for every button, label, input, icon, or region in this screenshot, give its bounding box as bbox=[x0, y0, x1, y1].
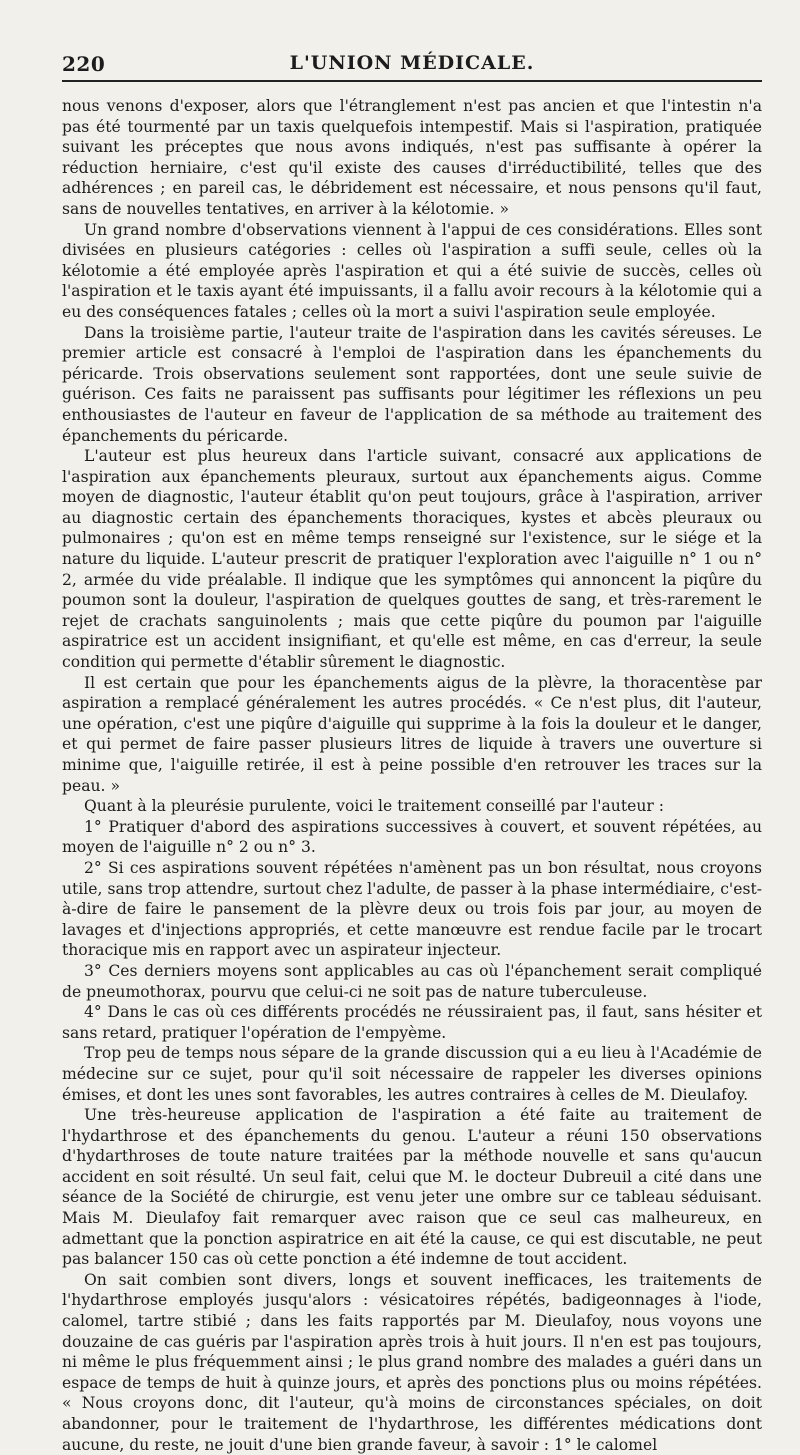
page-header bbox=[62, 50, 762, 82]
list-item: 4° Dans le cas où ces différents procédés ne réussiraient pas, il faut, sans hésiter et sans retard, pratiquer l'opération de l'empyème. bbox=[62, 1003, 762, 1042]
paragraph: Trop peu de temps nous sépare de la grande discussion qui a eu lieu à l'Académie de médecine sur ce sujet, pour qu'il soit nécessaire de rappeler les diverses opinions émises, et dont les unes sont favorables, les autres contraires à celles de M. Dieulafoy. bbox=[62, 1044, 762, 1104]
list-item: 3° Ces derniers moyens sont applicables au cas où l'épanchement serait compliqué de pneumothorax, pourvu que celui-ci ne soit pas de nature tuberculeuse. bbox=[62, 961, 762, 1001]
list-item: 1° Pratiquer d'abord des aspirations successives à couvert, et souvent répétées, au moyen de l'aiguille n° 2 ou n° 3. bbox=[62, 817, 762, 857]
paragraph: Il est certain que pour les épanchements aigus de la plèvre, la thoracentèse par aspiration a remplacé généralement les autres procédés. « Ce n'est plus, dit l'auteur, une opération, c'est une piqûre d'aiguille qui supprime à la fois la douleur et le danger, et qui permet de faire passer plusieurs litres de liquide à travers une ouverture si minime que, l'aiguille retirée, il est à peine possible d'en retrouver les traces sur la peau. » bbox=[62, 673, 762, 795]
paragraph: nous venons d'exposer, alors que l'étranglement n'est pas ancien et que l'intestin n'a pas été tourmenté par un taxis quelquefois intempestif. Mais si l'aspiration, pratiquée suivant les préceptes que nous avons indiqués, n'est pas suffisante à opérer la réduction herniaire, c'est qu'il existe des causes d'irréductibilité, telles que des adhérences ; en pareil cas, le débridement est nécessaire, et nous pensons qu'il faut, sans de nouvelles tentatives, en arriver à la kélotomie. » bbox=[62, 97, 762, 218]
paragraph: Dans la troisième partie, l'auteur traite de l'aspiration dans les cavités séreuses. Le premier article est consacré à l'emploi de l'aspiration dans les épanchements du péricarde. Trois observations seulement sont rapportées, dont une seule suivie de guérison. Ces faits ne paraissent pas suffisants pour légitimer les réflexions un peu enthousiastes de l'auteur en faveur de l'application de sa méthode au traitement des épanchements du péricarde. bbox=[62, 323, 762, 445]
paragraph: On sait combien sont divers, longs et souvent inefficaces, les traitements de l'hydarthrose employés jusqu'alors : vésicatoires répétés, badigeonnages à l'iode, calomel, tartre stibié ; dans les faits rapportés par M. Dieulafoy, nous voyons une douzaine de cas guéris par l'aspiration après trois à huit jours. Il n'en est pas toujours, ni même le plus fréquemment ainsi ; le plus grand nombre des malades a guéri dans un espace de temps de huit à quinze jours, et après des ponctions plus ou moins répétées. « Nous croyons donc, dit l'auteur, qu'à moins de circonstances spéciales, on doit abandonner, pour le traitement de l'hydarthrose, les différentes médications dont aucune, du reste, ne jouit d'une bien grande faveur, à savoir : 1° le calomel bbox=[62, 1270, 762, 1454]
list-item: 2° Si ces aspirations souvent répétées n'amènent pas un bon résultat, nous croyons utile, sans trop attendre, surtout chez l'adulte, de passer à la phase intermédiaire, c'est-à-dire de faire le pansement de la plèvre deux ou trois fois par jour, au moyen de lavages et d'injections appropriés, et cette manœuvre est rendue facile par le trocart thoracique mis en rapport avec un aspirateur injecteur. bbox=[62, 858, 762, 960]
paragraph: Quant à la pleurésie purulente, voici le traitement conseillé par l'auteur : bbox=[84, 797, 665, 816]
article-body bbox=[62, 96, 762, 1455]
paragraph: Une très-heureuse application de l'aspiration a été faite au traitement de l'hydarthrose et des épanchements du genou. L'auteur a réuni 150 observations d'hydarthroses de toute nature traitées par la méthode nouvelle et sans qu'aucun accident en soit résulté. Un seul fait, celui que M. le docteur Dubreuil a cité dans une séance de la Société de chirurgie, est venu jeter une ombre sur ce tableau séduisant. Mais M. Dieulafoy fait remarquer avec raison que ce seul cas malheureux, en admettant que la ponction aspiratrice en ait été la cause, ce qui est discutable, ne peut pas balancer 150 cas où cette ponction a été indemne de tout accident. bbox=[62, 1106, 762, 1269]
paragraph: L'auteur est plus heureux dans l'article suivant, consacré aux applications de l'aspiration aux épanchements pleuraux, surtout aux épanchements aigus. Comme moyen de diagnostic, l'auteur établit qu'on peut toujours, grâce à l'aspiration, arriver au diagnostic certain des épanchements thoraciques, kystes et abcès pleuraux ou pulmonaires ; qu'on est en même temps renseigné sur l'existence, sur le siége et la nature du liquide. L'auteur prescrit de pratiquer l'exploration avec l'aiguille n° 1 ou n° 2, armée du vide préalable. Il indique que les symptômes qui annoncent la piqûre du poumon sont la douleur, l'aspiration de quelques gouttes de sang, et très-rarement le rejet de crachats sanguinolents ; mais que cette piqûre du poumon par l'aiguille aspiratrice est un accident insignifiant, et qu'elle est même, en cas d'erreur, la seule condition qui permette d'établir sûrement le diagnostic. bbox=[62, 447, 762, 672]
journal-title: L'UNION MÉDICALE. bbox=[289, 52, 535, 74]
page-number: 220 bbox=[62, 52, 106, 76]
paragraph: Un grand nombre d'observations viennent à l'appui de ces considérations. Elles sont divisées en plusieurs catégories : celles où l'aspiration a suffi seule, celles où la kélotomie a été employée après l'aspiration et qui a été suivie de succès, celles où l'aspiration et le taxis ayant été impuissants, il a fallu avoir recours à la kélotomie qui a eu des conséquences fatales ; celles où la mort a suivi l'aspiration seule employée. bbox=[62, 220, 762, 321]
